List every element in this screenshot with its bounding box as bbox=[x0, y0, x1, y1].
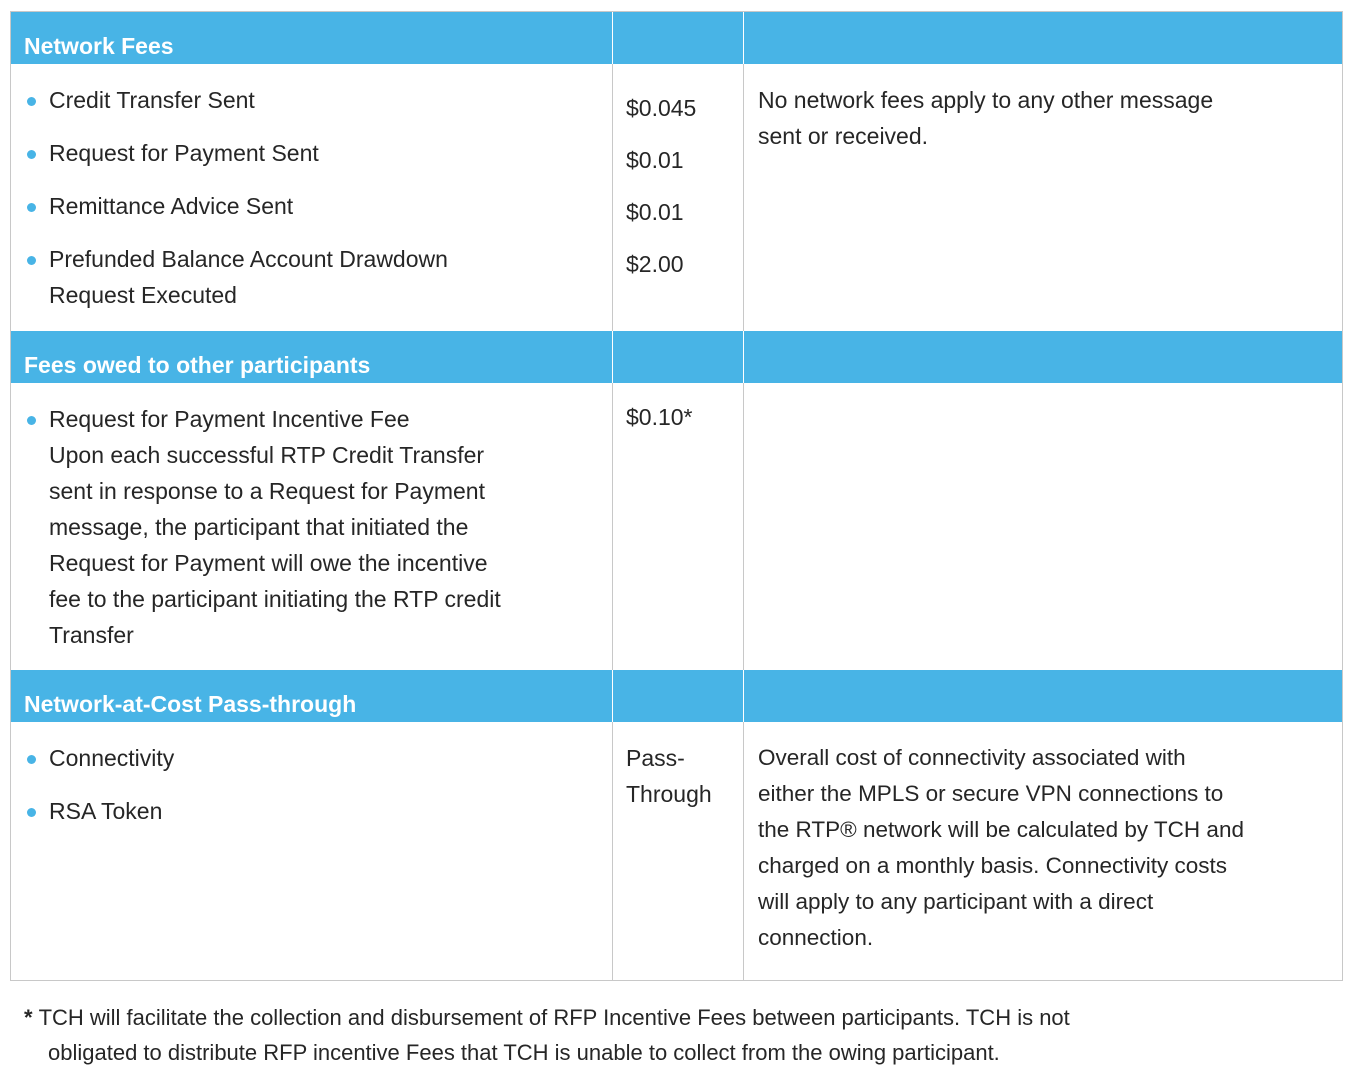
item-text: Request for Payment Incentive Fee bbox=[49, 406, 410, 432]
price: $2.00 bbox=[626, 251, 684, 277]
price: $0.01 bbox=[626, 199, 684, 225]
note-text: the RTP® network will be calculated by TCH and bbox=[758, 817, 1244, 842]
item-text: Credit Transfer Sent bbox=[49, 87, 255, 113]
item-text: Prefunded Balance Account Drawdown bbox=[49, 246, 448, 272]
list-item bbox=[24, 135, 604, 171]
note-text: charged on a monthly basis. Connectivity costs bbox=[758, 853, 1227, 878]
column-divider bbox=[743, 12, 744, 980]
price: $0.10* bbox=[626, 404, 693, 430]
bullet-icon bbox=[27, 416, 36, 425]
bullet-icon bbox=[27, 755, 36, 764]
fee-items bbox=[24, 740, 604, 846]
column-divider bbox=[612, 12, 613, 980]
fees-table bbox=[10, 11, 1343, 981]
list-item bbox=[24, 740, 604, 776]
item-text: Remittance Advice Sent bbox=[49, 193, 294, 219]
footnote-text: TCH will facilitate the collection and disbursement of RFP Incentive Fees between participants. TCH is not bbox=[38, 1005, 1070, 1030]
list-item bbox=[24, 401, 604, 653]
item-text: message, the participant that initiated the bbox=[49, 514, 469, 540]
bullet-icon bbox=[27, 150, 36, 159]
note-text: sent or received. bbox=[758, 123, 929, 149]
price: Through bbox=[626, 781, 712, 807]
fee-prices bbox=[626, 82, 696, 290]
bullet-icon bbox=[27, 808, 36, 817]
section-header-network-fees bbox=[11, 12, 1342, 64]
footnote-text: obligated to distribute RFP incentive Fees that TCH is unable to collect from the owing participant. bbox=[48, 1040, 1000, 1065]
fee-note bbox=[758, 82, 1213, 154]
fee-note bbox=[758, 740, 1244, 956]
section-header-fees-owed bbox=[11, 331, 1342, 383]
item-text: sent in response to a Request for Payment bbox=[49, 478, 485, 504]
item-text: RSA Token bbox=[49, 798, 163, 824]
item-text: Request for Payment Sent bbox=[49, 140, 319, 166]
section-header-pass-through bbox=[11, 670, 1342, 722]
price: $0.01 bbox=[626, 147, 684, 173]
footnote-marker: * bbox=[24, 1005, 33, 1030]
bullet-icon bbox=[27, 97, 36, 106]
item-text: Request for Payment will owe the incentive bbox=[49, 550, 488, 576]
section-title: Network-at-Cost Pass-through bbox=[24, 691, 357, 717]
fee-prices bbox=[626, 399, 693, 435]
list-item bbox=[24, 188, 604, 224]
note-text: will apply to any participant with a direct bbox=[758, 889, 1154, 914]
bullet-icon bbox=[27, 256, 36, 265]
item-text: Transfer bbox=[49, 622, 134, 648]
item-text: Upon each successful RTP Credit Transfer bbox=[49, 442, 485, 468]
note-text: either the MPLS or secure VPN connections to bbox=[758, 781, 1224, 806]
note-text: Overall cost of connectivity associated with bbox=[758, 745, 1186, 770]
section-title: Network Fees bbox=[24, 33, 174, 59]
footnote bbox=[24, 1000, 1070, 1070]
note-text: connection. bbox=[758, 925, 874, 950]
item-text: Request Executed bbox=[49, 282, 237, 308]
section-title: Fees owed to other participants bbox=[24, 352, 371, 378]
list-item bbox=[24, 241, 604, 313]
item-text: fee to the participant initiating the RTP credit bbox=[49, 586, 501, 612]
item-text: Connectivity bbox=[49, 745, 175, 771]
list-item bbox=[24, 82, 604, 118]
fee-prices bbox=[626, 740, 712, 812]
list-item bbox=[24, 793, 604, 829]
fee-items bbox=[24, 401, 604, 653]
bullet-icon bbox=[27, 203, 36, 212]
note-text: No network fees apply to any other message bbox=[758, 87, 1214, 113]
price: Pass- bbox=[626, 745, 685, 771]
price: $0.045 bbox=[626, 95, 697, 121]
fee-items bbox=[24, 82, 604, 330]
